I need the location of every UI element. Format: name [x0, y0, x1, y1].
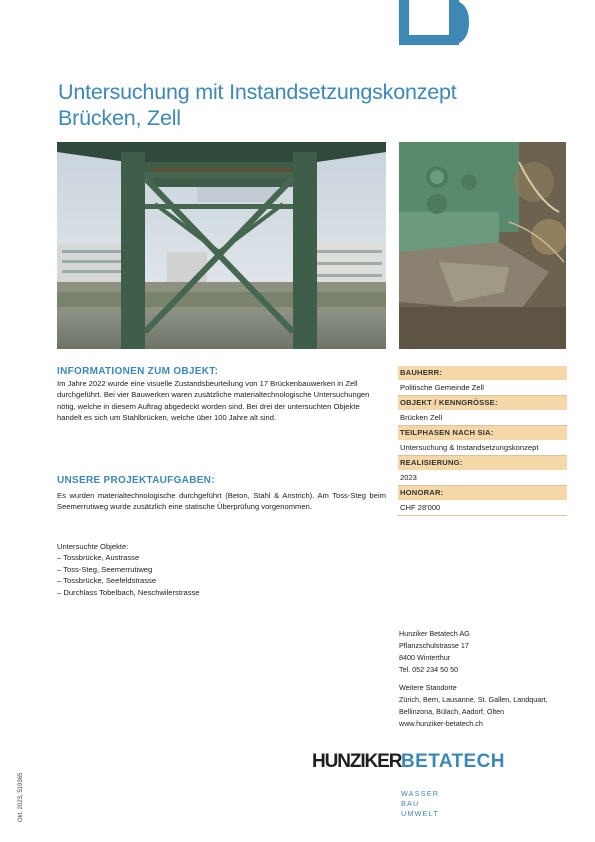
info-heading: INFORMATIONEN ZUM OBJEKT:: [57, 366, 219, 377]
tagline-item: UMWELT: [401, 809, 439, 818]
page-title: [58, 79, 528, 131]
project-info-table: [398, 366, 567, 516]
document-code: Okt. 2023, 519365: [18, 772, 24, 822]
brand-logo-mark: [399, 0, 469, 45]
list-item: – Tossbrücke, Austrasse: [57, 553, 140, 563]
contact-block: [399, 628, 579, 730]
tagline-item: WASSER: [401, 789, 440, 798]
value-objekt: Brücken Zell: [398, 410, 567, 426]
company-street: Pflanzschulstrasse 17: [399, 641, 469, 650]
label-teilphasen: TEILPHASEN NACH SIA:: [398, 426, 567, 440]
bridge-photo: [57, 142, 386, 349]
objects-heading: Untersuchte Objekte:: [57, 542, 129, 551]
company-phone: Tel. 052 234 50 50: [399, 665, 459, 674]
label-objekt: OBJEKT / KENNGRÖSSE:: [398, 396, 567, 410]
locations-heading: Weitere Standorte: [399, 683, 457, 692]
website-link[interactable]: www.hunziker-betatech.ch: [399, 719, 483, 728]
tasks-heading: UNSERE PROJEKTAUFGABEN:: [57, 475, 215, 486]
value-teilphasen: Untersuchung & Instandsetzungskonzept: [398, 440, 567, 456]
list-item: – Tossbrücke, Seefeldstrasse: [57, 576, 157, 586]
brand-name-part1: HUNZIKER: [312, 751, 402, 771]
company-city: 8400 Winterthur: [399, 653, 451, 662]
objects-list: [57, 541, 386, 598]
tasks-text: Es wurden materialtechnologische durchgeführt (Beton, Stahl & Anstrich). Am Toss-Steg beim Seemerrutiweg wurde zusätzlich eine statische Überprüfung vorgenommen.: [57, 491, 386, 512]
brand-wordmark: [312, 749, 512, 771]
locations-list: Zürich, Bern, Lausanne, St. Gallen, Landquart, Bellinzona, Bülach, Aadorf, Olten: [399, 695, 548, 716]
company-name: Hunziker Betatech AG: [399, 629, 470, 638]
list-item: – Toss-Steg, Seemerrutiweg: [57, 564, 153, 574]
info-text: Im Jahre 2022 wurde eine visuelle Zustandsbeurteilung von 17 Brückenbauwerken in Zell durchgeführt. Bei vier Bauwerken waren zusätzliche materialtechnologische Untersuchungen nötig, welche in diesem Auftrag abgedeckt worden sind. Bei drei der untersuchten Objekte handelt es sich um Stahlbrücken, welche über 100 Jahre alt sind.: [57, 379, 370, 423]
tagline-item: BAU: [401, 799, 420, 808]
brand-tagline: [401, 789, 439, 819]
label-realisierung: REALISIERUNG:: [398, 456, 567, 470]
label-honorar: HONORAR:: [398, 486, 567, 500]
label-bauherr: BAUHERR:: [398, 366, 567, 380]
value-realisierung: 2023: [398, 470, 567, 486]
page-title-line2: Brücken, Zell: [58, 106, 181, 130]
brand-name-part2: BETATECH: [401, 751, 504, 771]
list-item: – Durchlass Tobelbach, Neschwilerstrasse: [57, 587, 200, 597]
value-honorar: CHF 28'000: [398, 500, 567, 516]
detail-photo: [399, 142, 566, 349]
value-bauherr: Politische Gemeinde Zell: [398, 380, 567, 396]
page-title-line1: Untersuchung mit Instandsetzungskonzept: [58, 80, 457, 104]
